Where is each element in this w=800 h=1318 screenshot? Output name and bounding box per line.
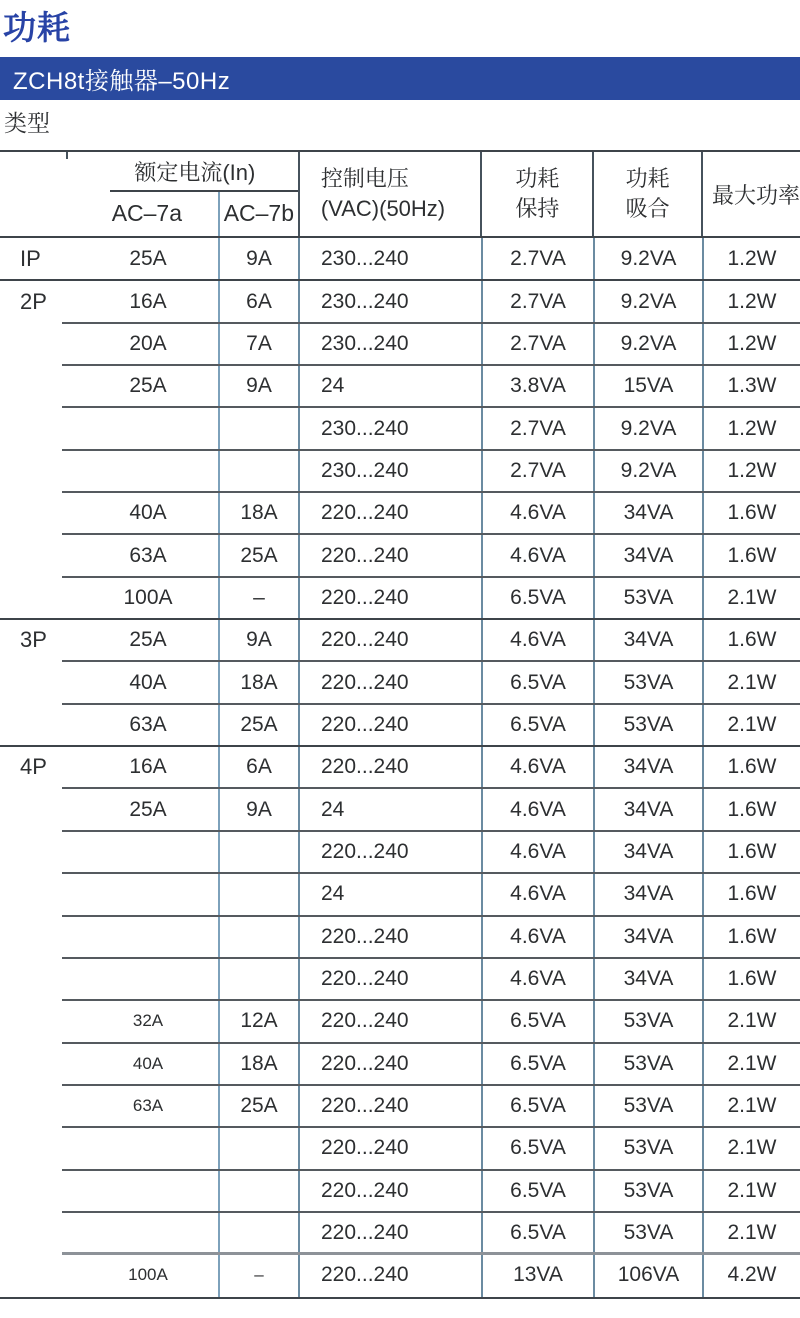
cell-voltage: 220...240 xyxy=(298,1043,481,1085)
header-control-voltage xyxy=(298,152,481,236)
cell-max-power: 1.6W xyxy=(702,788,800,830)
cell-type xyxy=(0,323,62,365)
cell-ac7a: 100A xyxy=(128,1265,168,1285)
cell-type xyxy=(0,873,62,915)
table-row xyxy=(0,534,800,576)
table-row xyxy=(0,280,800,322)
cell-ac7a: 40A xyxy=(129,670,167,694)
cell-ac7a: 63A xyxy=(132,1096,164,1116)
table-row xyxy=(0,873,800,915)
header-hold-power xyxy=(480,152,592,236)
cell-max-power: 1.6W xyxy=(702,831,800,873)
cell-pickup: 15VA xyxy=(593,365,702,407)
table-row xyxy=(0,746,800,788)
cell-max-power: 2.1W xyxy=(702,1043,800,1085)
cell-ac7a: 32A xyxy=(132,1011,164,1031)
cell-voltage: 24 xyxy=(298,873,481,915)
cell-ac7b xyxy=(218,1170,298,1212)
cell-hold: 4.6VA xyxy=(481,492,593,534)
header-pickup-power-line1: 功耗 xyxy=(625,166,670,191)
cell-pickup: 53VA xyxy=(593,577,702,619)
cell-type xyxy=(0,1085,62,1127)
cell-max-power: 1.2W xyxy=(702,450,800,492)
cell-ac7b: 25A xyxy=(218,704,298,746)
cell-voltage: 220...240 xyxy=(298,534,481,576)
cell-pickup: 9.2VA xyxy=(593,323,702,365)
cell-voltage: 230...240 xyxy=(298,450,481,492)
table-header xyxy=(0,152,800,238)
cell-hold: 2.7VA xyxy=(481,280,593,322)
table-row xyxy=(0,1212,800,1254)
cell-ac7a xyxy=(62,1127,218,1169)
cell-ac7b xyxy=(218,831,298,873)
cell-pickup: 53VA xyxy=(593,1043,702,1085)
cell-pickup: 53VA xyxy=(593,1085,702,1127)
table-row xyxy=(0,238,800,280)
cell-type xyxy=(0,450,62,492)
header-control-voltage-line2: (VAC)(50Hz) xyxy=(320,196,446,221)
cell-pickup: 53VA xyxy=(593,704,702,746)
header-control-voltage-line1: 控制电压 xyxy=(320,166,409,191)
power-consumption-table xyxy=(0,150,800,1299)
cell-type xyxy=(0,1170,62,1212)
cell-hold: 2.7VA xyxy=(481,407,593,449)
cell-type xyxy=(0,534,62,576)
table-row xyxy=(0,831,800,873)
cell-hold: 6.5VA xyxy=(481,577,593,619)
cell-ac7b xyxy=(218,873,298,915)
cell-hold: 2.7VA xyxy=(481,450,593,492)
cell-voltage: 220...240 xyxy=(298,661,481,703)
cell-voltage: 230...240 xyxy=(298,238,481,280)
table-row xyxy=(0,450,800,492)
cell-max-power: 2.1W xyxy=(702,1170,800,1212)
cell-pickup: 53VA xyxy=(593,661,702,703)
cell-ac7a: 25A xyxy=(129,628,167,652)
cell-type: 3P xyxy=(20,627,47,653)
table-row xyxy=(0,492,800,534)
cell-ac7a xyxy=(62,1170,218,1212)
cell-type xyxy=(0,407,62,449)
cell-hold: 4.6VA xyxy=(481,958,593,1000)
table-row xyxy=(0,619,800,661)
cell-max-power: 1.2W xyxy=(702,323,800,365)
cell-type xyxy=(0,1212,62,1254)
cell-hold: 4.6VA xyxy=(481,619,593,661)
cell-voltage: 220...240 xyxy=(298,1085,481,1127)
cell-hold: 4.6VA xyxy=(481,873,593,915)
cell-ac7b: 18A xyxy=(218,661,298,703)
cell-ac7a: 25A xyxy=(129,247,167,271)
cell-pickup: 34VA xyxy=(593,492,702,534)
cell-ac7b: – xyxy=(218,1254,298,1296)
cell-ac7a: 16A xyxy=(129,289,167,313)
page-title: 功耗 xyxy=(3,9,71,46)
header-rated-current: 额定电流(In) xyxy=(134,159,256,185)
cell-hold: 6.5VA xyxy=(481,704,593,746)
header-pickup-power-line2: 吸合 xyxy=(625,196,670,221)
cell-type: 2P xyxy=(20,288,47,314)
cell-voltage: 220...240 xyxy=(298,1127,481,1169)
cell-type xyxy=(0,958,62,1000)
cell-voltage: 220...240 xyxy=(298,1212,481,1254)
type-label: 类型 xyxy=(4,110,50,136)
table-row xyxy=(0,916,800,958)
cell-voltage: 220...240 xyxy=(298,746,481,788)
cell-max-power: 1.6W xyxy=(702,746,800,788)
cell-max-power: 1.6W xyxy=(702,619,800,661)
header-max-power: 最大功率 xyxy=(701,152,800,236)
cell-pickup: 34VA xyxy=(593,958,702,1000)
table-row xyxy=(0,704,800,746)
cell-voltage: 220...240 xyxy=(298,577,481,619)
cell-max-power: 1.2W xyxy=(702,238,800,280)
cell-pickup: 53VA xyxy=(593,1000,702,1042)
cell-voltage: 230...240 xyxy=(298,323,481,365)
cell-max-power: 1.6W xyxy=(702,916,800,958)
cell-ac7a xyxy=(62,407,218,449)
cell-voltage: 220...240 xyxy=(298,619,481,661)
cell-ac7b: 25A xyxy=(218,534,298,576)
table-row xyxy=(0,1254,800,1296)
header-hold-power-line1: 功耗 xyxy=(515,166,560,191)
header-rated-current-group xyxy=(62,152,298,236)
cell-pickup: 9.2VA xyxy=(593,238,702,280)
cell-hold: 6.5VA xyxy=(481,1127,593,1169)
cell-max-power: 4.2W xyxy=(702,1254,800,1296)
cell-max-power: 2.1W xyxy=(702,1000,800,1042)
cell-ac7b xyxy=(218,450,298,492)
cell-ac7a: 40A xyxy=(129,501,167,525)
cell-ac7b: 9A xyxy=(218,788,298,830)
cell-ac7a: 20A xyxy=(129,331,167,355)
cell-pickup: 34VA xyxy=(593,534,702,576)
header-rated-current-underline xyxy=(110,190,298,192)
cell-voltage: 220...240 xyxy=(298,704,481,746)
cell-type xyxy=(0,1000,62,1042)
table-row xyxy=(0,788,800,830)
table-row xyxy=(0,958,800,1000)
cell-ac7b xyxy=(218,916,298,958)
cell-hold: 6.5VA xyxy=(481,1000,593,1042)
cell-pickup: 34VA xyxy=(593,788,702,830)
cell-pickup: 106VA xyxy=(593,1254,702,1296)
cell-hold: 6.5VA xyxy=(481,1170,593,1212)
cell-ac7b xyxy=(218,958,298,1000)
table-row xyxy=(0,365,800,407)
cell-ac7a: 25A xyxy=(129,797,167,821)
cell-type xyxy=(0,1127,62,1169)
cell-pickup: 53VA xyxy=(593,1170,702,1212)
header-pickup-power xyxy=(592,152,701,236)
cell-hold: 2.7VA xyxy=(481,238,593,280)
cell-voltage: 24 xyxy=(298,788,481,830)
cell-type xyxy=(0,365,62,407)
table-row xyxy=(0,323,800,365)
cell-ac7b: – xyxy=(218,577,298,619)
cell-ac7a xyxy=(62,916,218,958)
cell-voltage: 230...240 xyxy=(298,280,481,322)
cell-max-power: 1.2W xyxy=(702,280,800,322)
cell-pickup: 53VA xyxy=(593,1127,702,1169)
cell-max-power: 2.1W xyxy=(702,661,800,703)
cell-max-power: 1.6W xyxy=(702,958,800,1000)
cell-ac7b: 7A xyxy=(218,323,298,365)
cell-voltage: 220...240 xyxy=(298,492,481,534)
cell-pickup: 9.2VA xyxy=(593,407,702,449)
cell-hold: 4.6VA xyxy=(481,916,593,958)
cell-ac7b: 9A xyxy=(218,619,298,661)
cell-type xyxy=(0,916,62,958)
cell-ac7b: 6A xyxy=(218,280,298,322)
header-type-cell xyxy=(0,152,62,236)
cell-voltage: 220...240 xyxy=(298,1000,481,1042)
section-banner xyxy=(0,57,800,100)
cell-pickup: 34VA xyxy=(593,619,702,661)
header-ac7a: AC–7a xyxy=(111,199,183,226)
cell-type: IP xyxy=(20,246,41,272)
section-banner-label: ZCH8t接触器–50Hz xyxy=(13,68,231,95)
cell-ac7a: 40A xyxy=(132,1053,164,1073)
cell-max-power: 2.1W xyxy=(702,1127,800,1169)
cell-type xyxy=(0,577,62,619)
cell-max-power: 2.1W xyxy=(702,1085,800,1127)
cell-hold: 3.8VA xyxy=(481,365,593,407)
cell-voltage: 220...240 xyxy=(298,1254,481,1296)
cell-max-power: 1.6W xyxy=(702,492,800,534)
cell-ac7a: 16A xyxy=(129,755,167,779)
cell-voltage: 220...240 xyxy=(298,1170,481,1212)
cell-max-power: 2.1W xyxy=(702,704,800,746)
cell-max-power: 1.6W xyxy=(702,534,800,576)
cell-ac7b xyxy=(218,407,298,449)
cell-ac7a xyxy=(62,831,218,873)
cell-pickup: 34VA xyxy=(593,873,702,915)
cell-pickup: 53VA xyxy=(593,1212,702,1254)
cell-ac7a xyxy=(62,958,218,1000)
cell-ac7b: 12A xyxy=(218,1000,298,1042)
cell-type xyxy=(0,661,62,703)
cell-hold: 6.5VA xyxy=(481,1043,593,1085)
cell-ac7a: 63A xyxy=(129,712,167,736)
cell-pickup: 9.2VA xyxy=(593,450,702,492)
cell-ac7b: 25A xyxy=(218,1085,298,1127)
cell-hold: 6.5VA xyxy=(481,1212,593,1254)
cell-ac7a: 63A xyxy=(129,543,167,567)
cell-ac7b: 9A xyxy=(218,238,298,280)
table-row xyxy=(0,407,800,449)
cell-type xyxy=(0,704,62,746)
cell-ac7b: 9A xyxy=(218,365,298,407)
cell-max-power: 1.3W xyxy=(702,365,800,407)
header-hold-power-line2: 保持 xyxy=(515,196,560,221)
cell-type xyxy=(0,1043,62,1085)
cell-hold: 6.5VA xyxy=(481,1085,593,1127)
cell-ac7b xyxy=(218,1127,298,1169)
cell-pickup: 34VA xyxy=(593,831,702,873)
cell-ac7a xyxy=(62,873,218,915)
cell-pickup: 34VA xyxy=(593,916,702,958)
cell-ac7a: 25A xyxy=(129,374,167,398)
table-row xyxy=(0,1085,800,1127)
cell-type xyxy=(0,492,62,534)
header-rated-current-subrow xyxy=(62,190,298,236)
cell-ac7a xyxy=(62,450,218,492)
cell-type xyxy=(0,831,62,873)
cell-max-power: 1.6W xyxy=(702,873,800,915)
cell-hold: 4.6VA xyxy=(481,534,593,576)
cell-max-power: 2.1W xyxy=(702,1212,800,1254)
cell-voltage: 230...240 xyxy=(298,407,481,449)
cell-ac7a: 100A xyxy=(123,585,173,609)
cell-type xyxy=(0,1254,62,1296)
cell-max-power: 1.2W xyxy=(702,407,800,449)
table-body xyxy=(0,238,800,1297)
cell-ac7b: 18A xyxy=(218,492,298,534)
cell-ac7a xyxy=(62,1212,218,1254)
cell-hold: 2.7VA xyxy=(481,323,593,365)
cell-type: 4P xyxy=(20,754,47,780)
cell-ac7b: 18A xyxy=(218,1043,298,1085)
cell-hold: 4.6VA xyxy=(481,831,593,873)
cell-hold: 4.6VA xyxy=(481,788,593,830)
cell-type xyxy=(0,788,62,830)
table-row xyxy=(0,661,800,703)
table-row xyxy=(0,1127,800,1169)
cell-voltage: 220...240 xyxy=(298,958,481,1000)
cell-ac7b xyxy=(218,1212,298,1254)
table-row xyxy=(0,1170,800,1212)
cell-voltage: 220...240 xyxy=(298,916,481,958)
table-row xyxy=(0,577,800,619)
cell-voltage: 220...240 xyxy=(298,831,481,873)
table-row xyxy=(0,1043,800,1085)
cell-hold: 6.5VA xyxy=(481,661,593,703)
cell-pickup: 34VA xyxy=(593,746,702,788)
table-row xyxy=(0,1000,800,1042)
cell-max-power: 2.1W xyxy=(702,577,800,619)
cell-voltage: 24 xyxy=(298,365,481,407)
cell-hold: 4.6VA xyxy=(481,746,593,788)
cell-pickup: 9.2VA xyxy=(593,280,702,322)
header-ac7b: AC–7b xyxy=(218,190,298,236)
cell-ac7b: 6A xyxy=(218,746,298,788)
cell-hold: 13VA xyxy=(481,1254,593,1296)
